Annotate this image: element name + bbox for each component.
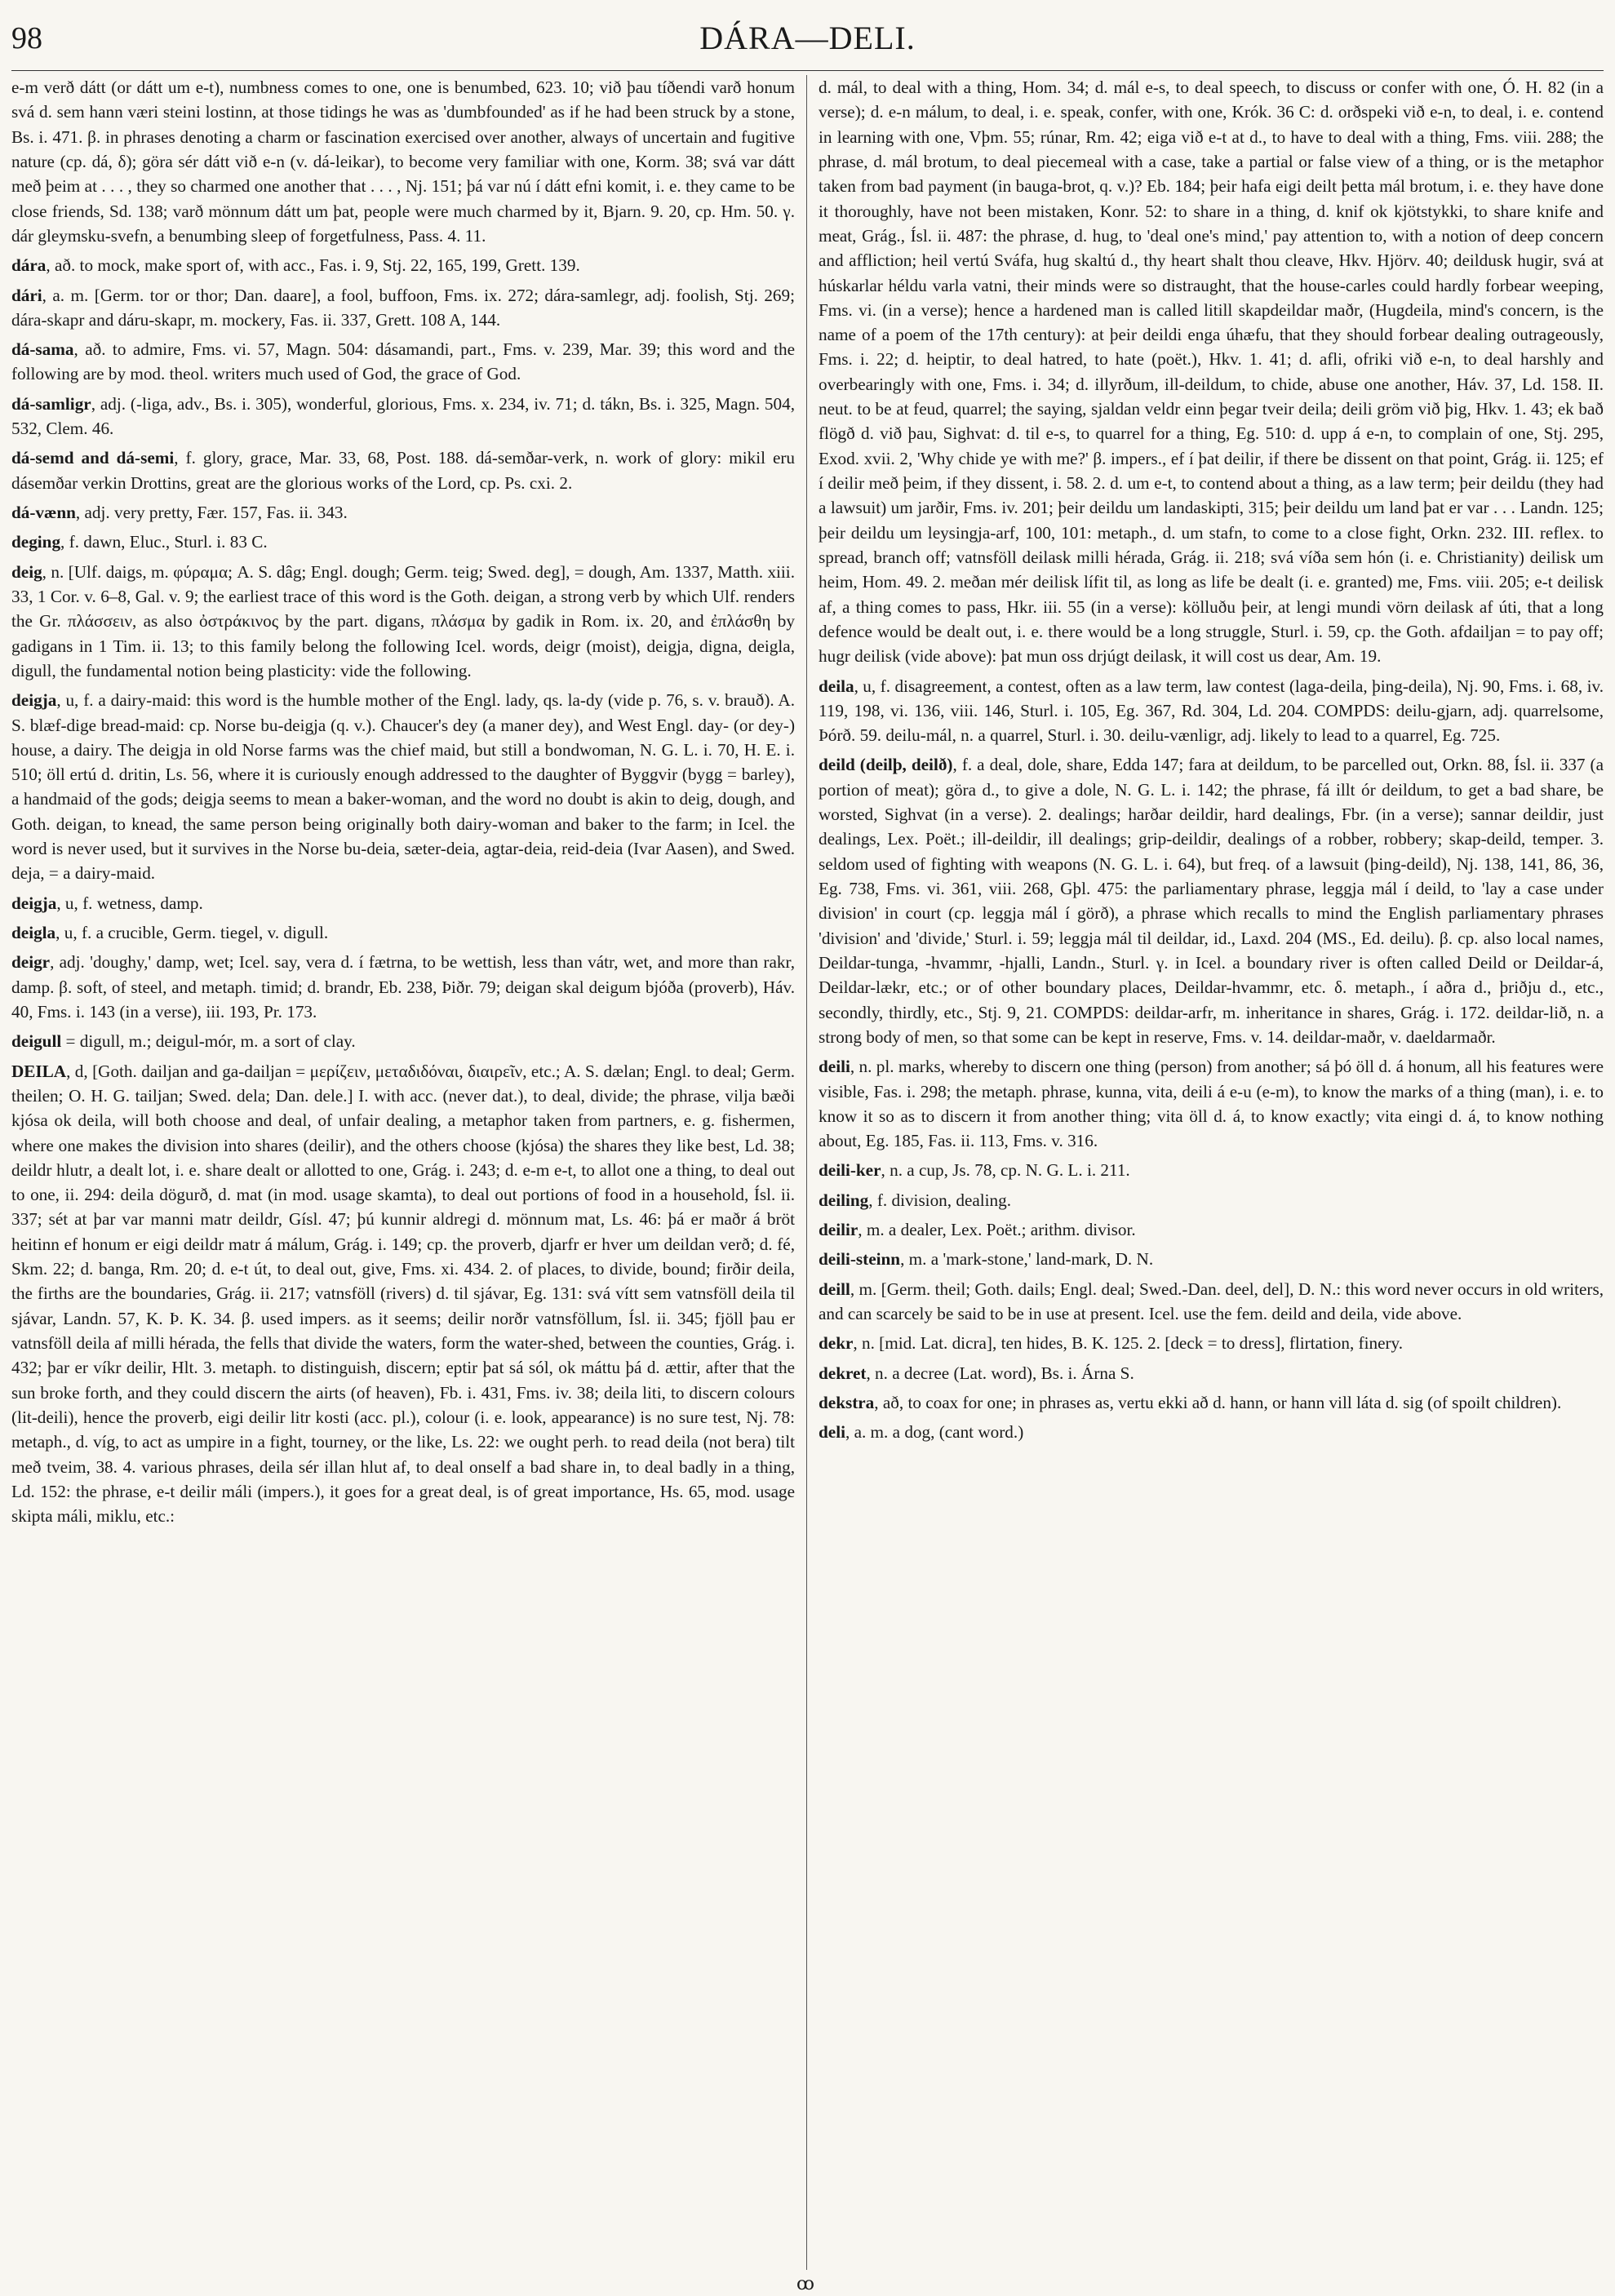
entry-headword: dári xyxy=(11,285,42,305)
page-header xyxy=(0,18,1615,59)
entry-headword: dekr xyxy=(819,1333,854,1354)
entry-body: , f. glory, grace, Mar. 33, 68, Post. 188. dá-semðar-verk, n. work of glory: mikil eru dásemðar verkin Drottins, great are the glorious works of the Lord, cp. Ps. cxi. 2. xyxy=(11,448,795,493)
entry-headword: deili-steinn xyxy=(819,1249,901,1270)
entry-body: , m. a dealer, Lex. Poët.; arithm. divisor. xyxy=(858,1220,1136,1240)
entry-headword: deigull xyxy=(11,1031,62,1052)
entry-body: , f. dawn, Eluc., Sturl. i. 83 C. xyxy=(60,532,268,552)
entry-body: , u, f. a crucible, Germ. tiegel, v. digull. xyxy=(55,923,329,942)
entry-body: = digull, m.; deigul-mór, m. a sort of clay. xyxy=(61,1031,356,1052)
entry-headword: deilir xyxy=(819,1220,859,1240)
dictionary-entry xyxy=(819,1054,1604,1153)
entry-body: , adj. very pretty, Fær. 157, Fas. ii. 343. xyxy=(75,503,348,522)
dictionary-entry xyxy=(819,1390,1604,1415)
dictionary-entry xyxy=(819,75,1604,669)
dictionary-entry xyxy=(819,1247,1604,1271)
right-column xyxy=(819,75,1604,1450)
entry-body: , n. [mid. Lat. dicra], ten hides, B. K. 125. 2. [deck = to dress], flirtation, finery. xyxy=(853,1333,1404,1354)
column-divider xyxy=(806,75,807,2270)
dictionary-entry xyxy=(819,1158,1604,1182)
entry-headword: deging xyxy=(11,532,61,552)
page-number: 98 xyxy=(11,21,42,55)
entry-body: , n. pl. marks, whereby to discern one thing (person) from another; sá þó öll d. á honum, all his features were visible, Fas. i. 298; the metaph. phrase, kunna, vita, deili á e-u (e-m), to know the marks of a thing (man), i. e. to know it so as to discern it from another thing; vita öll d. á, to know exactly; vita eingi d. á, to know nothing about, Eg. 185, Fas. ii. 113, Fms. v. 316. xyxy=(819,1057,1604,1151)
dictionary-entry xyxy=(11,445,795,495)
dictionary-entry xyxy=(819,674,1604,748)
dictionary-entry xyxy=(819,1361,1604,1385)
entry-body: , að, to coax for one; in phrases as, vertu ekki að d. hann, or hann vill láta d. sig (of spoilt children). xyxy=(874,1392,1562,1412)
entry-body: , f. division, dealing. xyxy=(868,1190,1012,1210)
entry-body: , f. a deal, dole, share, Edda 147; fara at deildum, to be parcelled out, Orkn. 88, Ísl. ii. 337 (a portion of meat); göra d., to give a dole, N. G. L. i. 142; the phrase, fá illt ór deildum, to get a bad share, be worsted, Sighvat (in a verse). 2. dealings; harðar deildir, hard dealings, Fbr. (in a verse); sannar deildir, just dealings, Lex. Poët.; ill-deildir, ill dealings; grip-deildir, dealings of a robber, robbery; skap-deild, temper. 3. seldom used of fighting with weapons (N. G. L. i. 64), but freq. of a lawsuit (þing-deild), Nj. 138, 141, 86, 36, Eg. 738, Fms. vi. 361, viii. 268, Gþl. 475: the parliamentary phrase, leggja mál í deild, to 'lay a case under division' in court (cp. leggja mál í görð), a phrase which recalls to mind the English parliamentary phrases 'division' and 'divide,' Sturl. i. 59; leggja mál til deildar, id., Laxd. 204 (MS., Ed. deilu). β. cp. also local names, Deildar-tunga, -hvammr, -hjalli, Landn., Sturl. γ. in Icel. a boundary river is often called Deild or Deildar-á, Deildar-lækr, etc.; or of other boundary places, Deildar-hvammr, etc. δ. metaph., í aðra d., þriðju d., etc., secondly, thirdly, etc., Stj. 9, 21. COMPDS: deildar-arfr, m. inheritance in shares, Grág. i. 172. deildar-lið, n. a strong body of men, so that some can be kept in reserve, Fms. v. 14. deildar-maðr, v. daeldarmaðr. xyxy=(819,755,1604,1047)
dictionary-entry xyxy=(819,1277,1604,1327)
entry-headword: deigja xyxy=(11,690,57,711)
entry-headword: deill xyxy=(819,1279,850,1299)
entry-body: , að. to mock, make sport of, with acc., Fas. i. 9, Stj. 22, 165, 199, Grett. 139. xyxy=(46,255,580,276)
dictionary-entry xyxy=(11,1059,795,1529)
dictionary-entry xyxy=(819,1420,1604,1444)
dictionary-entry xyxy=(11,891,795,915)
entry-headword: deila xyxy=(819,676,854,696)
dictionary-entry xyxy=(11,920,795,945)
header-rule xyxy=(11,70,1604,71)
entry-body: e-m verð dátt (or dátt um e-t), numbness comes to one, one is benumbed, 623. 10; við þau tíðendi varð honum svá d. sem hann væri steini lostinn, at those tidings he was as 'dumbfounded' as if he had been struck by a stone, Bs. i. 471. β. in phrases denoting a charm or fascination exercised over another, always of uncertain and fugitive nature (cp. dá, δ); göra sér dátt við e-n (v. dá-leikar), to become very familiar with one, Korm. 38; svá var dátt með þeim at . . . , they so charmed one another that . . . , Nj. 151; þá var nú í dátt efni komit, i. e. they came to be close friends, Sd. 138; varð mönnum dátt um þat, people were much charmed by it, Bjarn. 9. 20, cp. Hm. 50. γ. dár gleymsku-svefn, a benumbing sleep of forgetfulness, Pass. 4. 11. xyxy=(11,78,795,246)
entry-headword: dá-semd and dá-semi xyxy=(11,448,175,468)
entry-body: , adj. 'doughy,' damp, wet; Icel. say, vera d. í fætrna, to be wettish, less than vátr, wet, and more than rakr, damp. β. soft, of steel, and metaph. timid; d. brandr, Eb. 238, Þiðr. 79; deigan skal deigum bjóða (proverb), Háv. 40, Fms. i. 143 (in a verse), iii. 193, Pr. 173. xyxy=(11,952,795,1022)
entry-headword: deild (deilþ, deilð) xyxy=(819,755,953,775)
entry-body: , n. [Ulf. daigs, m. φύραμα; A. S. dâg; Engl. dough; Germ. teig; Swed. deg], = dough, Am. 1337, Matth. xiii. 33, 1 Cor. v. 6–8, Gal. v. 9; the earliest trace of this word is the Goth. deigan, a strong verb by which Ulf. renders the Gr. πλάσσειν, as also ὀστράκινος by the part. digans, πλάσμα by gadik in Rom. ix. 20, and ἐπλάσθη by gadigans in 1 Tim. ii. 13; to this family belong the following Icel. words, deigr (moist), deigja, digna, deigla, digull, the fundamental notion being plasticity: vide the following. xyxy=(11,561,795,680)
entry-body: , u, f. wetness, damp. xyxy=(56,893,203,913)
entry-headword: deili-ker xyxy=(819,1160,881,1181)
dictionary-entry xyxy=(11,283,795,333)
entry-headword: deiling xyxy=(819,1190,869,1210)
entry-body: , m. a 'mark-stone,' land-mark, D. N. xyxy=(900,1249,1154,1270)
entry-headword: deigla xyxy=(11,923,56,942)
entry-headword: deigja xyxy=(11,893,57,913)
dictionary-entry xyxy=(11,337,795,387)
entry-body: , u, f. disagreement, a contest, often as a law term, law contest (laga-deila, þing-deila), Nj. 90, Fms. i. 68, iv. 119, 198, vi. 136, viii. 146, Sturl. i. 105, Eg. 367, Rd. 304, Ld. 204. COMPDS: deilu-gjarn, adj. quarrelsome, Þórð. 59. deilu-mál, n. a quarrel, Sturl. i. 30. deilu-vænligr, adj. likely to lead to a quarrel, Eg. 725. xyxy=(819,676,1604,746)
dictionary-entry xyxy=(819,1217,1604,1242)
entry-body: , adj. (-liga, adv., Bs. i. 305), wonderful, glorious, Fms. x. 234, iv. 71; d. tákn, Bs. i. 325, Magn. 504, 532, Clem. 46. xyxy=(11,393,795,439)
dictionary-entry xyxy=(11,253,795,277)
entry-body: , u, f. a dairy-maid: this word is the humble mother of the Engl. lady, qs. la-dy (vide p. 76, s. v. brauð). A. S. blæf-dige bread-maid: cp. Norse bu-deigja (q. v.). Chaucer's dey (a maner dey), and West Engl. day- (or dey-) house, a dairy. The deigja in old Norse farms was the chief maid, but still a bondwoman, N. G. L. i. 70, H. E. i. 510; öll ertú d. dritin, Ls. 56, where it is curiously enough addressed to the daughter of Byggvir (bygg = barley), a handmaid of the gods; deigja seems to mean a baker-woman, and the word no doubt is akin to deig, dough, and Goth. deigan, to knead, the same person being originally both dairy-woman and baker to the farm; in Icel. the word is never used, but it survives in the Norse bu-deia, sæter-deia, agtar-deia, reid-deia (Ivar Aasen), and Swed. deja, = a dairy-maid. xyxy=(11,690,795,884)
entry-body: , d, [Goth. dailjan and ga-dailjan = μερίζειν, μεταδιδόναι, διαιρεῖν, etc.; A. S. dælan; Engl. to deal; Germ. theilen; O. H. G. tailjan; Swed. dela; Dan. dele.] I. with acc. (never dat.), to deal, divide; the phrase, vilja bæði kjósa ok deila, will both choose and deal, of unfair dealing, a metaphor taken from partners, e. g. fishermen, where one makes the division into shares (deilir), and the others choose (kjósa) the shares they like best, Ld. 38; deildr hlutr, a dealt lot, i. e. share dealt or allotted to one, Grág. i. 243; d. e-m e-t, to allot one a thing, to deal out to one, ii. 294: deila dögurð, d. mat (in mod. usage skamta), to deal out portions of food in a household, Ísl. ii. 337; sét at þar var manni matr deildr, Gísl. 47; þú kunnir aldregi d. mönnum mat, Ls. 46: þá er maðr á bröt heitinn ef honum er eigi deildr matr á málum, Grág. i. 149; cp. the proverb, djarfr er hver um deildan verð; d. fé, Skm. 22; d. banga, Rm. 20; d. e-t út, to deal out, give, Fms. xi. 434. 2. of places, to divide, bound; firðir deila, the firths are the boundaries, Grág. ii. 217; vatnsföll (rivers) d. til sjávar, Eg. 131: svá vítt sem vatnsföll deila til sjávar, Landn. 57, K. Þ. K. 34. β. used impers. as it seems; deilir norðr vatnsföllum, Ísl. ii. 345; fjöll þau er vatnsföll deila af milli hérada, the fells that divide the waters, form the water-shed, between the counties, Grág. i. 432; þar er víkr deilir, Hlt. 3. metaph. to distinguish, discern; eptir þat sá sól, ok máttu þá d. ættir, after that the sun broke forth, and they could discern the airts (of heaven), Fb. i. 431, Fms. iv. 38; deila liti, to discern colours (lit-deili), hence the proverb, eigi deilir litr kosti (acc. pl.), colour (i. e. look, appearance) is no sure test, Nj. 78: metaph., d. víg, to act as umpire in a fight, tourney, or the like, Ls. 22: we ought perh. to read deila (not bera) tilt með tveim, 38. 4. various phrases, deila sér illan hlut af, to deal onself a bad share in, to deal badly in a thing, Ld. 152: the phrase, e-t deilir máli (impers.), it goes for a great deal, is of great importance, Hs. 65, mod. usage skipta máli, miklu, etc.: xyxy=(11,1061,795,1527)
bottom-ornament: ꝏ xyxy=(796,2273,814,2294)
entry-headword: dekret xyxy=(819,1363,867,1383)
entry-body: , n. a decree (Lat. word), Bs. i. Árna S. xyxy=(866,1363,1134,1383)
dictionary-entry xyxy=(11,1029,795,1053)
entry-body: , að. to admire, Fms. vi. 57, Magn. 504: dásamandi, part., Fms. v. 239, Mar. 39; this word and the following are by mod. theol. writers much used of God, the grace of God. xyxy=(11,339,795,384)
entry-body: , a. m. a dog, (cant word.) xyxy=(845,1422,1024,1443)
dictionary-entry xyxy=(819,752,1604,1049)
entry-body: , n. a cup, Js. 78, cp. N. G. L. i. 211. xyxy=(881,1160,1130,1181)
dictionary-entry xyxy=(11,500,795,525)
dictionary-entry xyxy=(819,1188,1604,1212)
entry-headword: DEILA xyxy=(11,1061,67,1081)
dictionary-entry xyxy=(11,75,795,248)
entry-body: d. mál, to deal with a thing, Hom. 34; d. mál e-s, to deal speech, to discuss or confer with one, Ó. H. 82 (in a verse); d. e-n málum, to deal, i. e. speak, confer, with one, Krók. 36 C: d. orðspeki við e-n, to deal, i. e. contend in learning with one, Vþm. 55; rúnar, Rm. 42; eiga við e-t at d., to have to deal with a thing, Fms. viii. 288; the phrase, d. mál brotum, to deal piecemeal with a case, take a partial or false view of a thing, or is the metaphor taken from bad payment (in bauga-brot, q. v.)? Eb. 184; þeir hafa eigi deilt þetta mál brotum, i. e. they have done it thoroughly, have not been mistaken, Konr. 52: to share in a thing, d. knif ok kjötstykki, to share knife and meat, Grág., Ísl. ii. 487: the phrase, d. hug, to 'deal one's mind,' pay attention to, with a notion of deep concern and affliction; heil vertú Sváfa, hug skaltú d., thy heart shalt thou cleave, Hkv. Hjörv. 40; deildusk hugir, svá at húskarlar héldu varla vatni, their minds were so distraught, that the house-carles could hardly forbear weeping, Fms. vi. (in a verse); hence a hardened man is called litill skapdeildar maðr, (Hugdeila, mind's concern, is the name of a poem of the 17th century): at þeir deildi enga úhæfu, that they should forbear dealing outrageously, Fms. i. 22; d. heiptir, to deal hatred, to hate (poët.), Hkv. 1. 41; d. afli, ofriki við e-n, to deal harshly and overbearingly with one, Fms. i. 34; d. illyrðum, ill-deildum, to chide, abuse one another, Háv. 37, Ld. 158. II. neut. to be at feud, quarrel; the saying, sjaldan veldr einn þegar tveir deila; deili gröm við þig, Hkv. 1. 43; ek bað flögð d. við þau, Sighvat: d. til e-s, to quarrel for a thing, Eg. 510: d. upp á e-n, to complain of one, Stj. 295, Exod. xvii. 2, 'Why chide ye with me?' β. impers., ef í þat deilir, if there be dissent on that point, Grág. ii. 125; ef í deilir með þeim, if they dissent, i. 58. 2. d. um e-t, to contend about a thing, as a law term; þeir deildu (they had a lawsuit) um jarðir, Fms. iv. 201; þeir deildu um landaskipti, 315; þeir deildu um land þat er var . . . Landn. 125; þeir deildu um leysingja-arf, 100, 101: metaph., d. um stafn, to come to a close fight, Orkn. 232. III. reflex. to spread, branch off; vatnsföll deilask milli hérada, Grág. ii. 218; svá víða sem hón (i. e. Christianity) deilisk um heim, Hom. 49. 2. meðan mér deilisk lífit til, as long as life be dealt (i. e. granted) me, Fms. viii. 205; e-t deilisk af, a thing comes to pass, Hkr. iii. 55 (in a verse): kölluðu þeir, at lengi mundi vörn deilask af úti, that a long defence would be dealt out, i. e. there would be a long struggle, Sturl. i. 59, cp. the Goth. afdailjan = to pay off; hugr deilisk (vide above): þat mun oss drjúgt deilask, it will cost us dear, Am. 19. xyxy=(819,78,1604,667)
entry-headword: dá-sama xyxy=(11,339,74,360)
dictionary-entry xyxy=(11,950,795,1024)
running-head: DÁRA—DELI. xyxy=(699,20,916,56)
entry-body: , m. [Germ. theil; Goth. dails; Engl. deal; Swed.-Dan. deel, del], D. N.: this word never occurs in old writers, and can scarcely be said to be in use at present. Icel. use the fem. deild and deila, vide above. xyxy=(819,1279,1604,1323)
left-column xyxy=(11,75,795,1534)
dictionary-entry xyxy=(11,560,795,684)
entry-body: , a. m. [Germ. tor or thor; Dan. daare], a fool, buffoon, Fms. ix. 272; dára-samlegr, adj. foolish, Stj. 269; dára-skapr and dáru-skapr, m. mockery, Fas. ii. 337, Grett. 108 A, 144. xyxy=(11,285,795,330)
entry-headword: deli xyxy=(819,1422,845,1443)
dictionary-entry xyxy=(11,392,795,441)
entry-headword: deig xyxy=(11,561,42,582)
entry-headword: deigr xyxy=(11,952,51,973)
dictionary-entry xyxy=(11,688,795,886)
entry-headword: dá-samligr xyxy=(11,393,91,414)
entry-headword: dá-vænn xyxy=(11,503,76,522)
entry-headword: deili xyxy=(819,1057,850,1077)
entry-headword: dekstra xyxy=(819,1392,875,1412)
dictionary-entry xyxy=(11,530,795,554)
dictionary-entry xyxy=(819,1331,1604,1355)
entry-headword: dára xyxy=(11,255,47,276)
